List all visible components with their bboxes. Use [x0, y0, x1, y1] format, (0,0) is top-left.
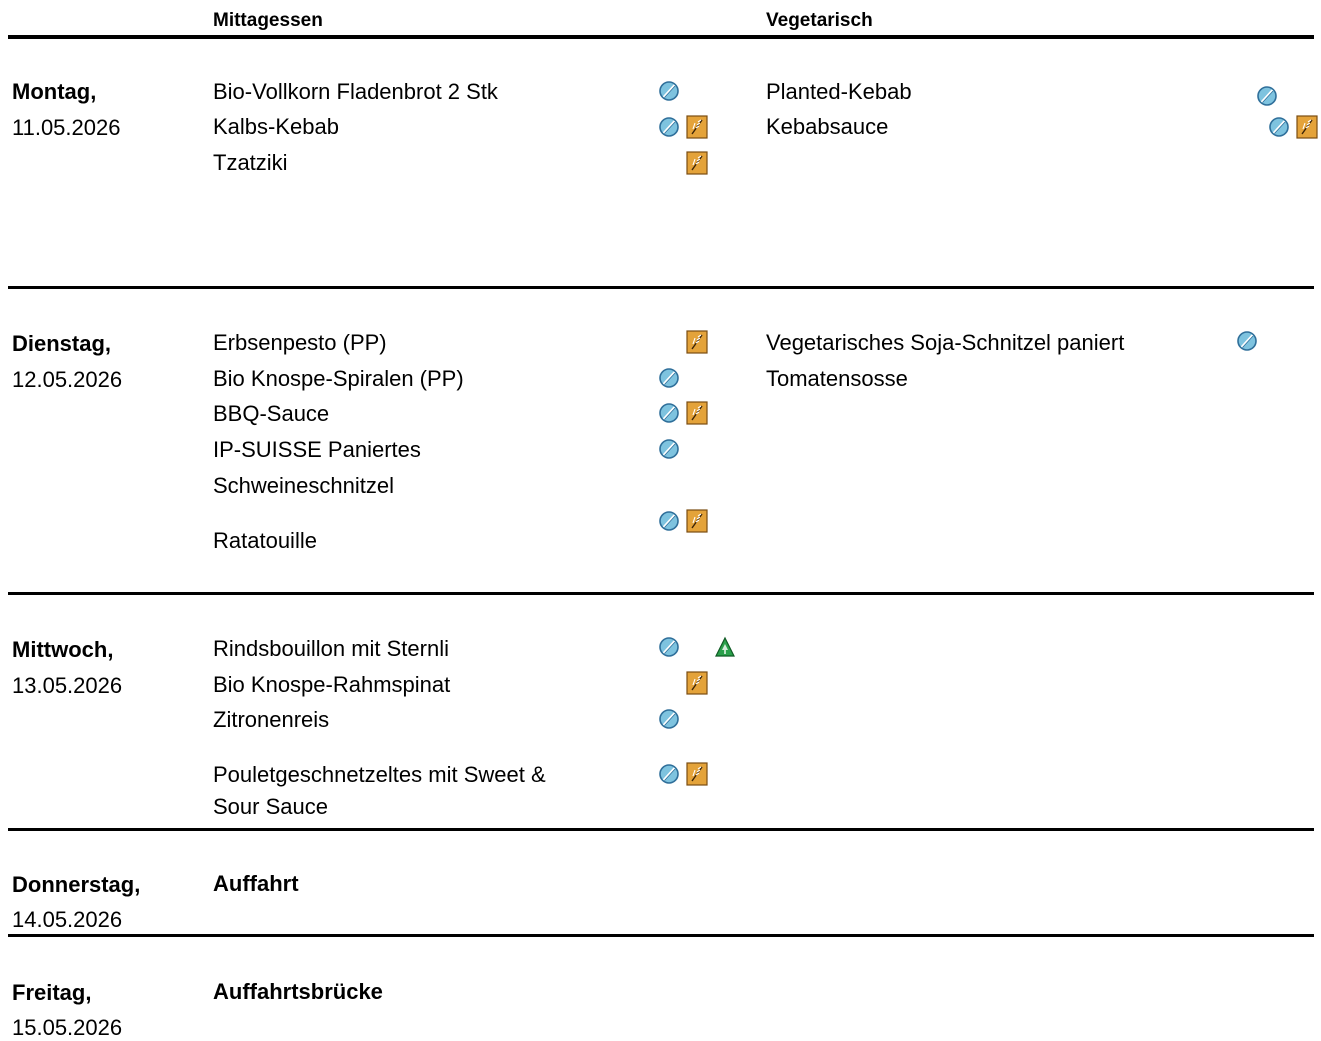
- menu-item: Bio-Vollkorn Fladenbrot 2 Stk: [213, 79, 498, 104]
- menu-item: Rindsbouillon mit Sternli: [213, 636, 449, 661]
- menu-item: Bio Knospe-Spiralen (PP): [213, 366, 464, 391]
- menu-item: IP-SUISSE Paniertes: [213, 437, 421, 462]
- day-label-friday: Freitag,: [12, 980, 92, 1005]
- date-label-thursday: 14.05.2026: [12, 907, 123, 932]
- nut-free-icon: [1256, 85, 1278, 107]
- date-label-tuesday: 12.05.2026: [12, 367, 123, 392]
- nut-free-icon: [658, 367, 680, 389]
- gluten-icon: [686, 509, 708, 533]
- nut-free-icon: [658, 636, 680, 658]
- gluten-icon: [1296, 115, 1318, 139]
- nut-free-icon: [658, 116, 680, 138]
- menu-item: BBQ-Sauce: [213, 401, 330, 426]
- veg-item: Vegetarisches Soja-Schnitzel paniert: [766, 330, 1125, 355]
- gluten-icon: [686, 401, 708, 425]
- nut-free-icon: [658, 763, 680, 785]
- day-label-thursday: Donnerstag,: [12, 872, 141, 897]
- menu-item: Zitronenreis: [213, 707, 330, 732]
- day-label-wednesday: Mittwoch,: [12, 637, 114, 662]
- column-header-lunch: Mittagessen: [213, 10, 323, 31]
- veg-item: Tomatensosse: [766, 366, 908, 391]
- day-divider: [8, 934, 1314, 937]
- holiday-note: Auffahrt: [213, 871, 299, 896]
- day-label-tuesday: Dienstag,: [12, 331, 112, 356]
- date-label-wednesday: 13.05.2026: [12, 673, 123, 698]
- day-divider: [8, 286, 1314, 289]
- menu-item: Sour Sauce: [213, 794, 328, 819]
- column-header-vegetarian: Vegetarisch: [766, 10, 873, 31]
- date-label-friday: 15.05.2026: [12, 1015, 123, 1040]
- gluten-icon: [686, 151, 708, 175]
- menu-item: Tzatziki: [213, 150, 288, 175]
- nut-free-icon: [658, 402, 680, 424]
- nut-free-icon: [1268, 116, 1290, 138]
- day-label-monday: Montag,: [12, 79, 97, 104]
- day-divider: [8, 592, 1314, 595]
- veg-item: Planted-Kebab: [766, 79, 912, 104]
- holiday-note: Auffahrtsbrücke: [213, 979, 383, 1004]
- gluten-icon: [686, 330, 708, 354]
- gluten-icon: [686, 671, 708, 695]
- nut-free-icon: [658, 708, 680, 730]
- nut-free-icon: [1236, 330, 1258, 352]
- menu-item: Kalbs-Kebab: [213, 114, 339, 139]
- veg-item: Kebabsauce: [766, 114, 889, 139]
- nut-free-icon: [658, 510, 680, 532]
- menu-item: Erbsenpesto (PP): [213, 330, 387, 355]
- day-divider: [8, 828, 1314, 831]
- gluten-icon: [686, 762, 708, 786]
- date-label-monday: 11.05.2026: [12, 115, 121, 140]
- menu-item: Pouletgeschnetzeltes mit Sweet &: [213, 762, 546, 787]
- gluten-icon: [686, 115, 708, 139]
- eco-icon: [714, 636, 736, 658]
- header-divider: [8, 35, 1314, 39]
- menu-item: Schweineschnitzel: [213, 473, 394, 498]
- nut-free-icon: [658, 80, 680, 102]
- menu-item: Bio Knospe-Rahmspinat: [213, 672, 451, 697]
- menu-item: Ratatouille: [213, 528, 317, 553]
- nut-free-icon: [658, 438, 680, 460]
